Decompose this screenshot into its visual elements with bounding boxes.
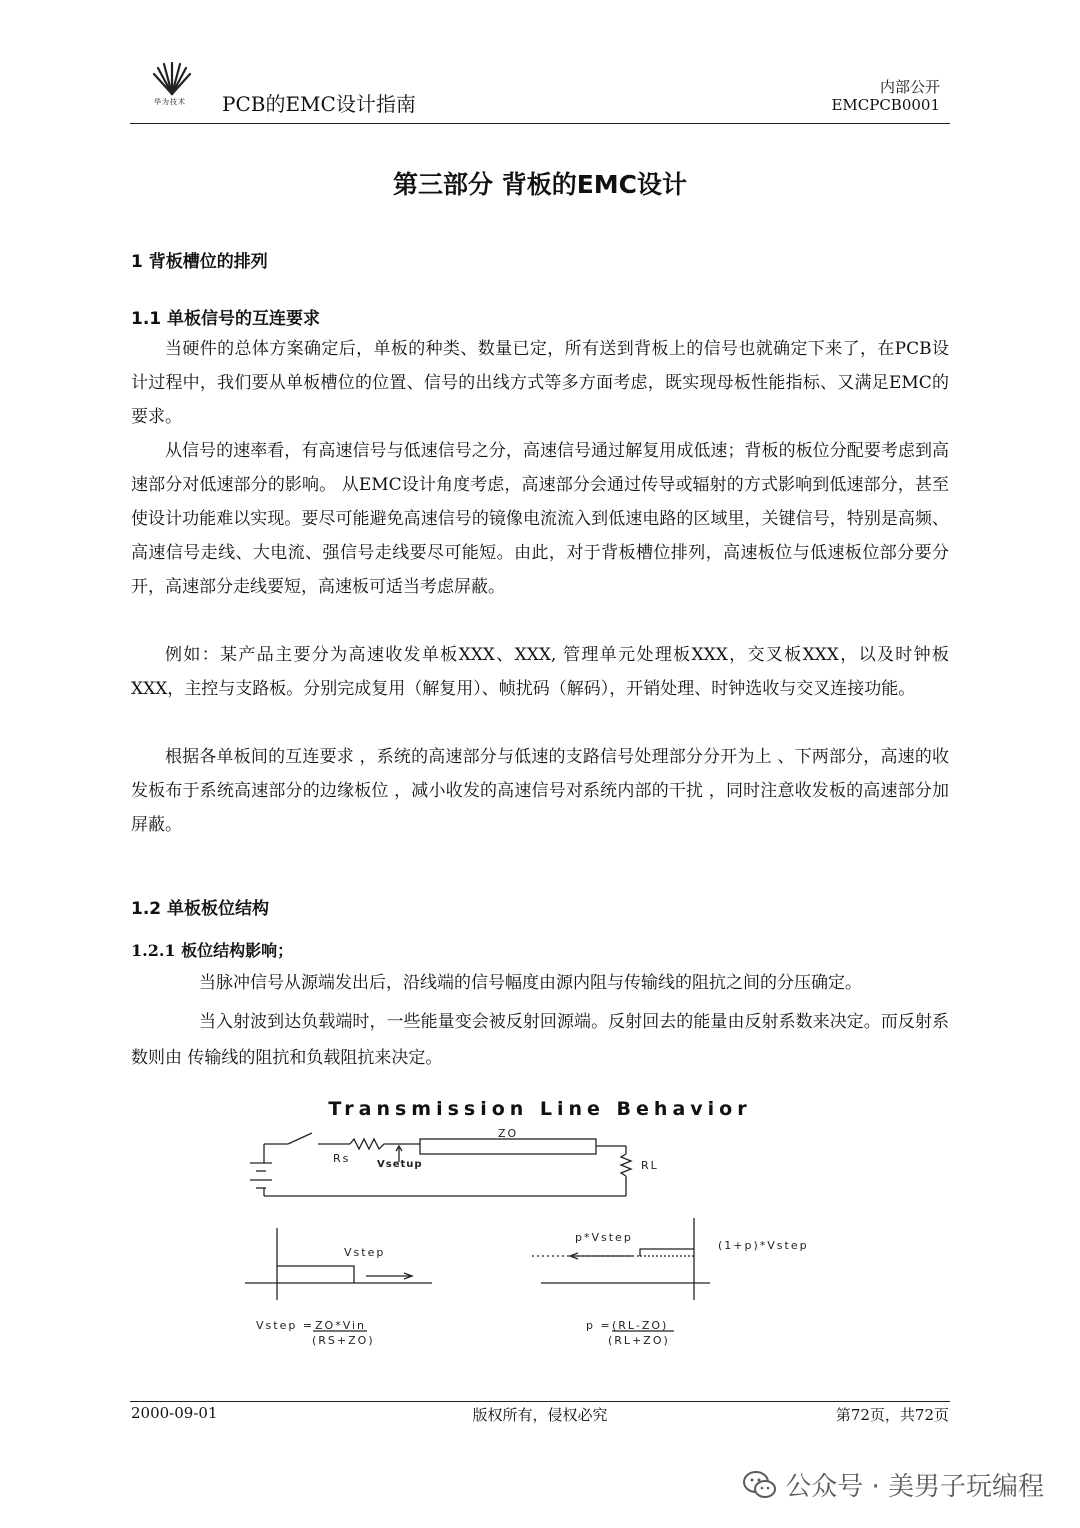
wechat-icon <box>743 1470 777 1500</box>
footer-rule <box>130 1401 950 1402</box>
doc-id: EMCPCB0001 <box>831 96 940 114</box>
label-rs: Rs <box>333 1152 351 1165</box>
label-1pvstep: (1+p)*Vstep <box>718 1239 809 1252</box>
paragraph: 当脉冲信号从源端发出后，沿线端的信号幅度由源内阻与传输线的阻抗之间的分压确定。 <box>199 973 862 993</box>
watermark <box>743 1466 1044 1503</box>
footer-date: 2000-09-01 <box>131 1404 218 1422</box>
section-heading-1-2: 1.2 单板板位结构 <box>131 899 270 919</box>
paragraph: 当硬件的总体方案确定后，单板的种类、数量已定，所有送到背板上的信号也就确定下来了，在PCB设计过程中，我们要从单板槽位的位置、信号的出线方式等多方面考虑，既实现母板性能指标、又满足EMC的要求。 <box>131 339 949 427</box>
formula-vstep-numerator: ZO*Vin <box>315 1319 367 1332</box>
section-heading-1-2-1: 1.2.1 板位结构影响； <box>131 941 294 960</box>
formula-vstep-denominator: (RS+ZO) <box>312 1334 375 1347</box>
resistor-rs <box>350 1139 420 1149</box>
switch-blade <box>288 1133 312 1144</box>
part-title: 第三部分 背板的EMC设计 <box>392 170 687 199</box>
footer-page-number: 第72页，共72页 <box>835 1406 949 1424</box>
label-pvstep: p*Vstep <box>575 1231 633 1244</box>
watermark-text: 公众号 · 美男子玩编程 <box>785 1472 1044 1502</box>
paragraph: 当入射波到达负载端时，一些能量变会被反射回源端。反射回去的能量由反射系数来决定。而反射系数则由 传输线的阻抗和负载阻抗来决定。 <box>131 1012 949 1068</box>
paragraph: 根据各单板间的互连要求 ，系统的高速部分与低速的支路信号处理部分分开为上 、下两部分，高速的收发板布于系统高速部分的边缘板位 ，减小收发的高速信号对系统内部的干扰 ，同时注意收发板的高速部分加屏蔽。 <box>131 747 949 835</box>
label-rl: RL <box>641 1159 659 1172</box>
transmission-line-zo <box>420 1139 596 1154</box>
section-heading-1-1: 1.1 单板信号的互连要求 <box>131 309 321 329</box>
resistor-rl <box>621 1154 631 1176</box>
footer-copyright: 版权所有，侵权必究 <box>472 1406 608 1424</box>
label-vstep: Vstep <box>344 1246 386 1259</box>
classification: 内部公开 <box>879 78 940 96</box>
formula-vstep-lhs: Vstep = <box>256 1319 315 1332</box>
doc-title: PCB的EMC设计指南 <box>222 92 416 116</box>
formula-p-lhs: p = <box>586 1319 612 1332</box>
vstep-waveform <box>277 1266 354 1283</box>
paragraph: 例如：某产品主要分为高速收发单板XXX、XXX, 管理单元处理板XXX，交叉板XXX，以及时钟板XXX，主控与支路板。分别完成复用（解复用）、帧扰码（解码），开销处理、时钟选收与交叉连接功能。 <box>131 645 949 699</box>
label-vsetup: Vsetup <box>377 1159 423 1170</box>
label-zo: ZO <box>498 1127 519 1140</box>
paragraph: 从信号的速率看，有高速信号与低速信号之分，高速信号通过解复用成低速；背板的板位分配要考虑到高速部分对低速部分的影响。 从EMC设计角度考虑，高速部分会通过传导或辐射的方式影响到低速部分，甚至使设计功能难以实现。要尽可能避免高速信号的镜像电流流入到低速电路的区域里，关键信号，特别是高频、高速信号走线、大电流、强信号走线要尽可能短。由此，对于背板槽位排列，高速板位与低速板位部分要分开，高速部分走线要短，高速板可适当考虑屏蔽。 <box>131 441 949 597</box>
figure-title: Transmission Line Behavior <box>328 1098 752 1120</box>
formula-p-numerator: (RL-ZO) <box>612 1319 669 1332</box>
logo-text: 华为技术 <box>154 98 186 106</box>
formula-p-denominator: (RL+ZO) <box>608 1334 670 1347</box>
reflected-waveform <box>640 1249 694 1256</box>
section-heading-1: 1 背板槽位的排列 <box>131 252 268 272</box>
